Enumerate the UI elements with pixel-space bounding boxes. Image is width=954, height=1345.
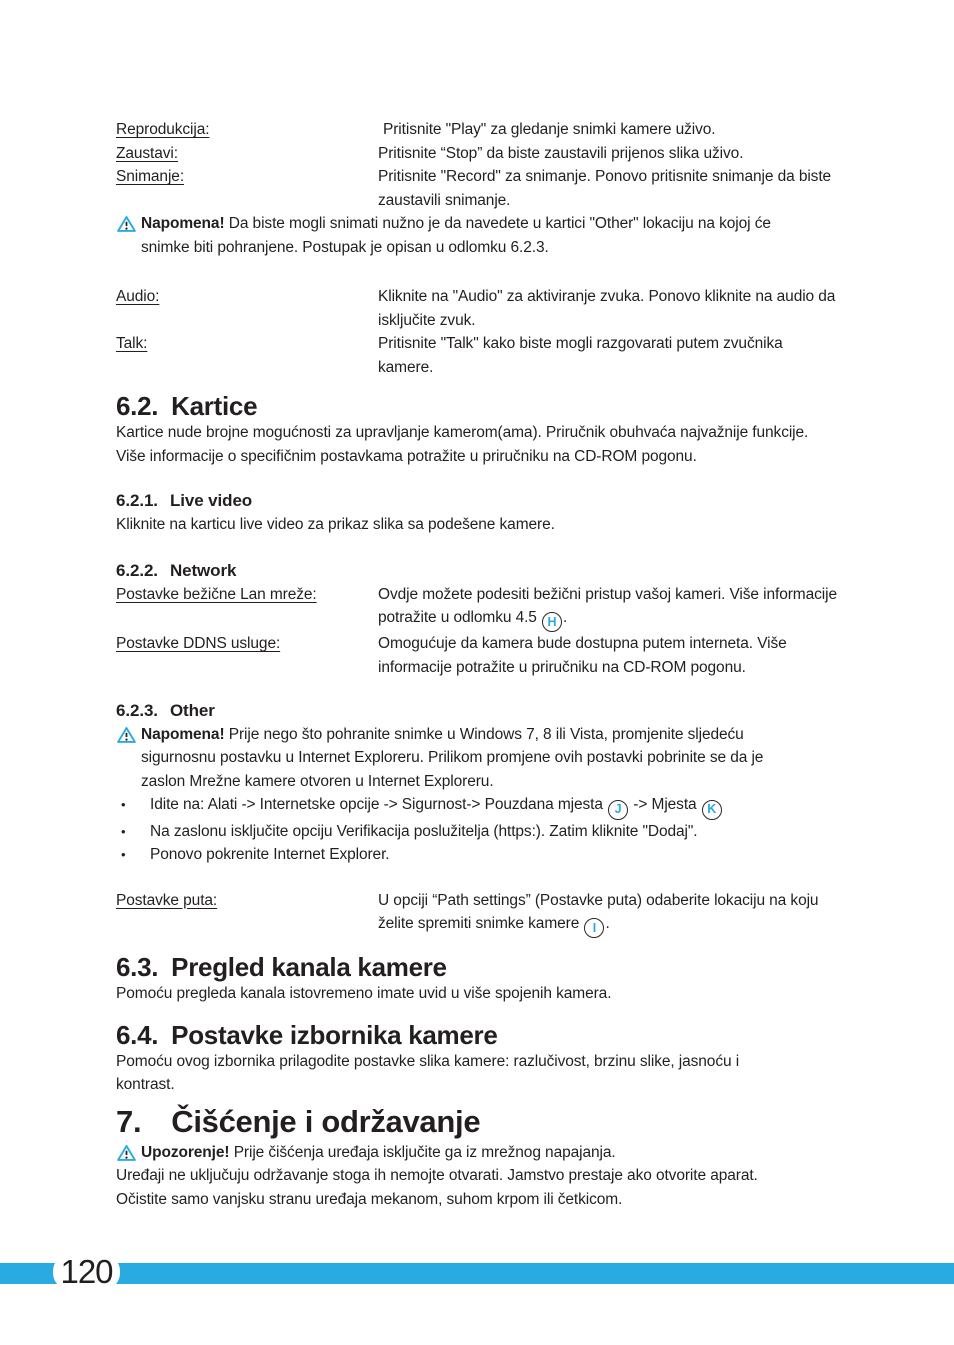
section-6-4-body: Pomoću ovog izbornika prilagodite postavke slika kamere: razlučivost, brzinu slike, jasnoću i kontrast.: [116, 1052, 740, 1094]
definition-description: Ovdje možete podesiti bežični pristup vašoj kameri. Više informacije potražite u odlomku 4.5 H .: [378, 583, 838, 633]
section-title: Pregled kanala kamere: [171, 952, 447, 983]
definition-description: Kliknite na "Audio" za aktiviranje zvuka. Ponovo kliknite na audio da isključite zvuk.: [378, 288, 836, 329]
note-record: [116, 212, 801, 259]
section-6-2-heading: [116, 391, 838, 421]
section-title: Čišćenje i održavanje: [171, 1103, 481, 1139]
section-6-2-2-heading: [116, 559, 838, 583]
circled-letter-h-icon: H: [542, 612, 562, 632]
circled-letter-k-icon: K: [702, 800, 722, 820]
definition-description: Pritisnite "Record" za snimanje. Ponovo pritisnite snimanje da biste zaustavili snimanje.: [378, 168, 832, 209]
warning-label: Upozorenje!: [141, 1143, 230, 1161]
bullet-text: Na zaslonu isključite opciju Verifikacija poslužitelja (https:). Zatim kliknite "Dodaj".: [150, 822, 698, 840]
note-security: [116, 723, 801, 794]
definition-row-record: [116, 165, 838, 212]
section-number: 6.2.: [116, 391, 159, 421]
definition-description: U opciji “Path settings” (Postavke puta) odaberite lokaciju na koju želite spremiti snimke kamere I .: [378, 889, 838, 939]
definition-term: Snimanje:: [116, 168, 185, 185]
section-6-2-1-body: Kliknite na karticu live video za prikaz slika sa podešene kamere.: [116, 515, 555, 533]
section-title: Postavke izbornika kamere: [171, 1019, 498, 1050]
section-7-body: Uređaji ne uključuju održavanje stoga ih nemojte otvarati. Jamstvo prestaje ako otvorite aparat. Očistite samo vanjsku stranu uređaja mekanom, suhom krpom ili četkicom.: [116, 1167, 758, 1208]
definition-row-path-settings: [116, 889, 838, 939]
section-number: 6.3.: [116, 952, 159, 983]
footer-accent-bar: [0, 1263, 954, 1284]
section-6-4-heading: [116, 1020, 838, 1050]
section-title: Live video: [169, 491, 253, 510]
definition-description: Omogućuje da kamera bude dostupna putem interneta. Više informacije potražite u priručniku na CD-ROM pogonu.: [378, 635, 787, 676]
section-6-2-3-heading: [116, 699, 838, 723]
definition-term: Postavke DDNS usluge:: [116, 635, 281, 653]
circled-letter-i-icon: I: [584, 918, 604, 938]
definition-row-talk: [116, 332, 838, 379]
note-text: Da biste mogli snimati nužno je da navedete u kartici "Other" lokaciju na kojoj će snimke biti pohranjene. Postupak je opisan u odlomku 6.2.3.: [141, 215, 771, 256]
definition-description: Pritisnite "Talk" kako biste mogli razgovarati putem zvučnika kamere.: [378, 335, 783, 376]
definition-row-stop: [116, 142, 838, 166]
warning-text: Prije čišćenja uređaja isključite ga iz mrežnog napajanja.: [233, 1143, 616, 1161]
bullet-text: Ponovo pokrenite Internet Explorer.: [150, 846, 390, 863]
section-6-3-heading: [116, 952, 838, 982]
section-title: Kartice: [171, 391, 258, 421]
definition-term: Reprodukcija:: [116, 121, 210, 138]
bullet-icon: •: [121, 847, 126, 862]
section-6-2-body: Kartice nude brojne mogućnosti za upravljanje kamerom(ama). Priručnik obuhvaća najvažnije funkcije. Više informacije o specifičnim postavkama potražite u priručniku na CD-ROM pogonu.: [116, 424, 809, 465]
bullet-item-trusted-sites: [116, 793, 838, 819]
definition-row-wlan: [116, 583, 838, 633]
section-title: Network: [169, 561, 237, 580]
section-number: 6.2.2.: [116, 561, 158, 580]
definition-row-ddns: [116, 632, 838, 679]
section-number: 6.2.3.: [116, 701, 158, 721]
definition-term: Postavke puta:: [116, 891, 218, 909]
note-label: Napomena!: [141, 215, 225, 232]
warning-cleaning: [116, 1141, 838, 1165]
note-label: Napomena!: [141, 725, 225, 743]
definition-term: Talk:: [116, 335, 148, 352]
bullet-icon: •: [121, 823, 126, 839]
page-number: 120: [60, 1253, 113, 1290]
note-text: Prije nego što pohranite snimke u Windows 7, 8 ili Vista, promjenite sljedeću sigurnosnu postavku u Internet Exploreru. Prilikom promjene ovih postavki pobrinite se da je zaslon Mrežne kamere otvoren u Internet Exploreru.: [141, 725, 764, 790]
section-6-2-1-heading: [116, 489, 838, 513]
bullet-item-restart-ie: [116, 843, 838, 867]
section-number: 6.4.: [116, 1019, 159, 1050]
warning-triangle-icon: [117, 1144, 136, 1162]
bullet-text: Idite na: Alati -> Internetske opcije -> Sigurnost-> Pouzdana mjesta J -> Mjesta K: [150, 793, 838, 819]
circled-letter-j-icon: J: [608, 800, 628, 820]
definition-row-audio: [116, 285, 838, 332]
definition-term: Zaustavi:: [116, 144, 178, 162]
warning-triangle-icon: [117, 215, 136, 233]
section-number: 6.2.1.: [116, 491, 158, 510]
page-number-badge: [53, 1254, 120, 1290]
definition-term: Audio:: [116, 288, 160, 305]
section-6-3-body: Pomoću pregleda kanala istovremeno imate uvid u više spojenih kamera.: [116, 985, 612, 1003]
section-title: Other: [169, 701, 215, 721]
bullet-icon: •: [121, 797, 126, 813]
warning-triangle-icon: [117, 726, 136, 744]
definition-term: Postavke bežične Lan mreže:: [116, 585, 317, 603]
bullet-item-https-verification: [116, 820, 838, 844]
definition-description: Pritisnite "Play" za gledanje snimki kamere uživo.: [383, 121, 716, 138]
definition-row-playback: [116, 118, 838, 142]
section-number: 7.: [116, 1103, 142, 1139]
section-7-heading: [116, 1103, 838, 1141]
definition-description: Pritisnite “Stop” da biste zaustavili prijenos slika uživo.: [378, 144, 744, 162]
